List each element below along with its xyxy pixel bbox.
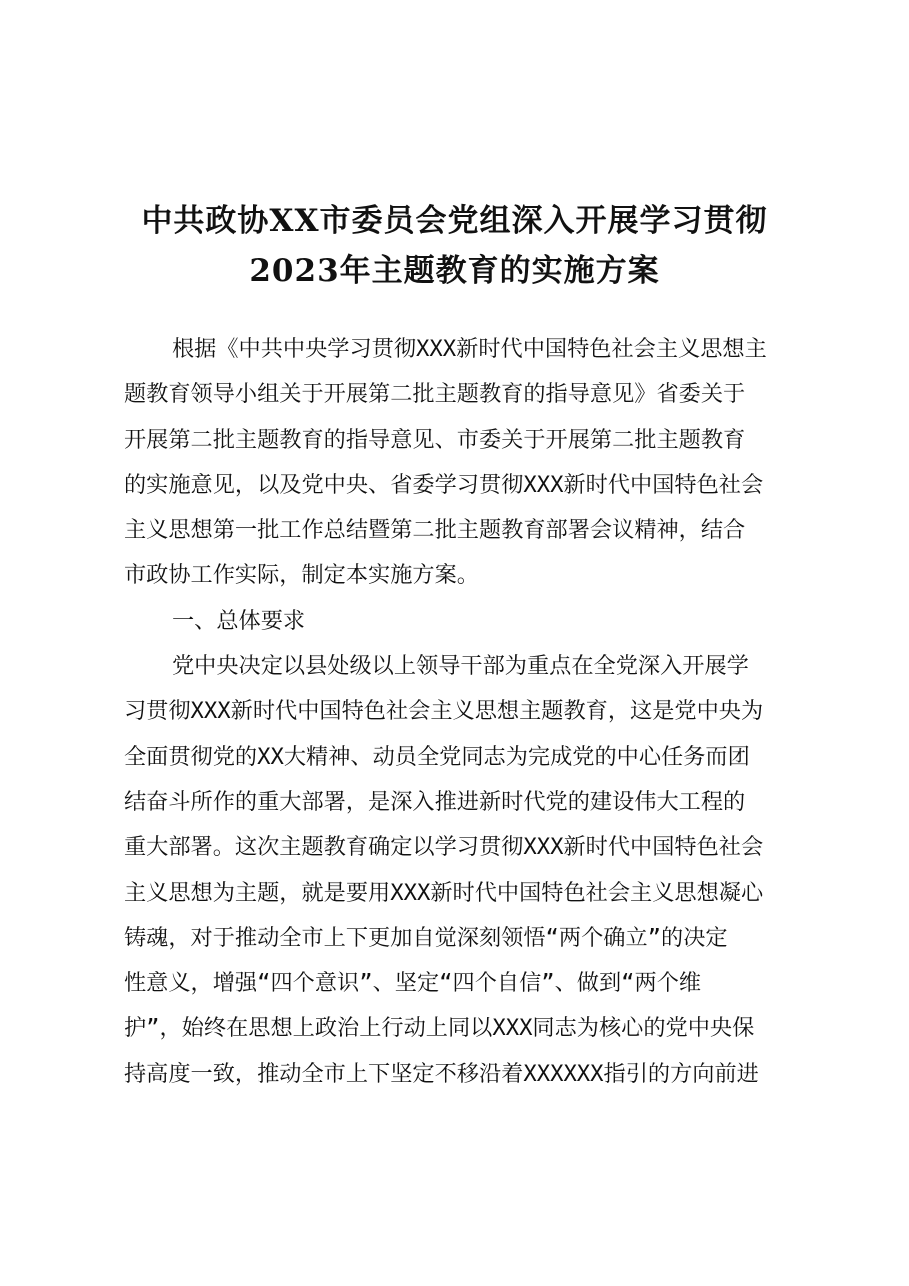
paragraph-line: 党中央决定以县处级以上领导干部为重点在全党深入开展学 [172, 653, 749, 680]
paragraph-line: 主义思想为主题，就是要用XXX新时代中国特色社会主义思想凝心 [124, 879, 764, 906]
document-body [124, 327, 820, 1097]
paragraph-line: 全面贯彻党的XX大精神、动员全党同志为完成党的中心任务而团 [124, 743, 750, 770]
section-heading-text: 一、总体要求 [172, 607, 306, 634]
paragraph-line: 市政协工作实际，制定本实施方案。 [124, 562, 479, 589]
paragraph-line: 根据《中共中央学习贯彻XXX新时代中国特色社会主义思想主 [172, 336, 767, 362]
paragraph-line: 开展第二批主题教育的指导意见、市委关于开展第二批主题教育 [124, 426, 746, 453]
paragraph-line: 护”，始终在思想上政治上行动上同以XXX同志为核心的党中央保 [124, 1015, 755, 1042]
paragraph-general-requirements [124, 644, 820, 1097]
paragraph-line: 重大部署。这次主题教育确定以学习贯彻XXX新时代中国特色社会 [124, 834, 764, 861]
document-title [90, 196, 819, 296]
paragraph-line: 铸魂，对于推动全市上下更加自觉深刻领悟“两个确立”的决定 [124, 924, 728, 951]
title-line-1: 中共政协XX市委员会党组深入开展学习贯彻 [141, 203, 768, 239]
section-heading [124, 599, 820, 644]
paragraph-line: 习贯彻XXX新时代中国特色社会主义思想主题教育，这是党中央为 [124, 698, 764, 725]
paragraph-line: 的实施意见，以及党中央、省委学习贯彻XXX新时代中国特色社会 [124, 471, 764, 498]
paragraph-line: 主义思想第一批工作总结暨第二批主题教育部署会议精神，结合 [124, 517, 746, 544]
paragraph-line: 结奋斗所作的重大部署，是深入推进新时代党的建设伟大工程的 [124, 788, 746, 815]
paragraph-line: 性意义，增强“四个意识”、坚定“四个自信”、做到“两个维 [124, 970, 702, 997]
paragraph-intro [124, 327, 820, 599]
paragraph-line: 题教育领导小组关于开展第二批主题教育的指导意见》省委关于 [124, 381, 746, 408]
title-line-2: 2023年主题教育的实施方案 [249, 253, 660, 289]
paragraph-line: 持高度一致，推动全市上下坚定不移沿着XXXXXX指引的方向前进 [124, 1060, 759, 1087]
